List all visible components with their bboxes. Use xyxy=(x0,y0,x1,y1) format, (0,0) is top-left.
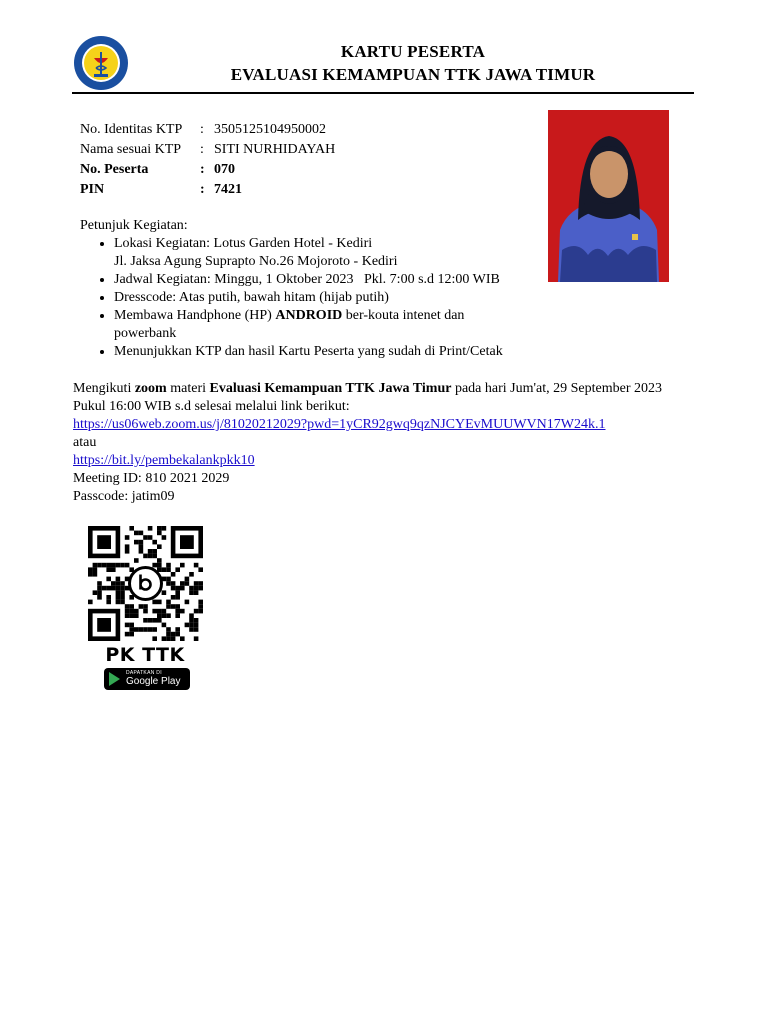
info-row-pin xyxy=(80,180,335,200)
google-play-icon xyxy=(109,672,120,686)
instructions-heading: Petunjuk Kegiatan: xyxy=(80,218,188,233)
zoom-text: materi xyxy=(166,381,210,396)
list-item-emphasis: ANDROID xyxy=(275,308,343,323)
qr-caption: PK TTK xyxy=(105,644,185,666)
participant-info xyxy=(80,120,335,200)
zoom-time: Pukul 16:00 WIB s.d selesai melalui link berikut: xyxy=(73,399,350,414)
zoom-text: Mengikuti xyxy=(73,381,135,396)
list-item-text: ber-kouta intenet dan xyxy=(342,308,465,323)
zoom-text: pada hari Jum'at, 29 September 2023 xyxy=(451,381,662,396)
title-line-2: EVALUASI KEMAMPUAN TTK JAWA TIMUR xyxy=(230,65,596,84)
pafi-logo-icon xyxy=(72,34,130,92)
list-item xyxy=(114,307,540,343)
zoom-emphasis: Evaluasi Kemampuan TTK Jawa Timur xyxy=(209,381,452,396)
info-row-ktp xyxy=(80,120,335,140)
list-item xyxy=(114,289,540,307)
list-item-text: Jadwal Kegiatan: Minggu, 1 Oktober 2023 Pkl. 7:00 s.d 12:00 WIB xyxy=(114,272,500,287)
info-separator: : xyxy=(200,182,205,197)
info-row-name xyxy=(80,140,335,160)
zoom-emphasis: zoom xyxy=(134,381,167,396)
list-item xyxy=(114,343,540,361)
zoom-intro xyxy=(73,380,693,398)
instructions xyxy=(80,217,540,361)
info-label: PIN xyxy=(80,182,105,197)
zoom-info xyxy=(73,380,693,506)
list-item xyxy=(114,271,540,289)
list-item-text: Menunjukkan KTP dan hasil Kartu Peserta yang sudah di Print/Cetak xyxy=(114,344,503,359)
qr-code[interactable] xyxy=(76,520,214,644)
info-label: No. Identitas KTP xyxy=(80,122,183,137)
header-divider xyxy=(72,92,694,94)
info-label: No. Peserta xyxy=(80,162,149,177)
info-separator: : xyxy=(200,162,205,177)
info-value: 7421 xyxy=(214,182,242,197)
info-row-peserta xyxy=(80,160,335,180)
or-text: atau xyxy=(73,435,97,450)
google-play-badge[interactable] xyxy=(104,668,190,690)
info-separator: : xyxy=(200,142,204,157)
list-item-text: Lokasi Kegiatan: Lotus Garden Hotel - Kediri xyxy=(114,236,373,251)
qr-block xyxy=(76,520,214,696)
info-value: 070 xyxy=(214,162,235,177)
badge-big-text: Google Play xyxy=(126,676,181,687)
participant-photo xyxy=(548,110,669,282)
list-item-text: Jl. Jaksa Agung Suprapto No.26 Mojoroto - Kediri xyxy=(114,254,398,269)
bitly-logo-icon xyxy=(130,568,162,600)
list-item xyxy=(114,235,540,271)
info-label: Nama sesuai KTP xyxy=(80,142,182,157)
list-item-text: Dresscode: Atas putih, bawah hitam (hijab putih) xyxy=(114,290,389,305)
meeting-id: Meeting ID: 810 2021 2029 xyxy=(73,471,230,486)
page-title xyxy=(130,40,696,86)
title-line-1: KARTU PESERTA xyxy=(340,42,486,61)
badge-small-text: DAPATKAN DI xyxy=(126,670,162,676)
info-value: 3505125104950002 xyxy=(214,122,326,137)
instructions-list xyxy=(80,235,540,361)
list-item-text: Membawa Handphone (HP) xyxy=(114,308,276,323)
list-item-text: powerbank xyxy=(114,326,177,341)
info-separator: : xyxy=(200,122,204,137)
short-link[interactable]: https://bit.ly/pembekalankpkk10 xyxy=(73,453,255,468)
passcode: Passcode: jatim09 xyxy=(73,489,175,504)
zoom-link[interactable]: https://us06web.zoom.us/j/81020212029?pwd=1yCR92gwq9qzNJCYEvMUUWVN17W24k.1 xyxy=(73,417,606,432)
info-value: SITI NURHIDAYAH xyxy=(214,142,336,157)
